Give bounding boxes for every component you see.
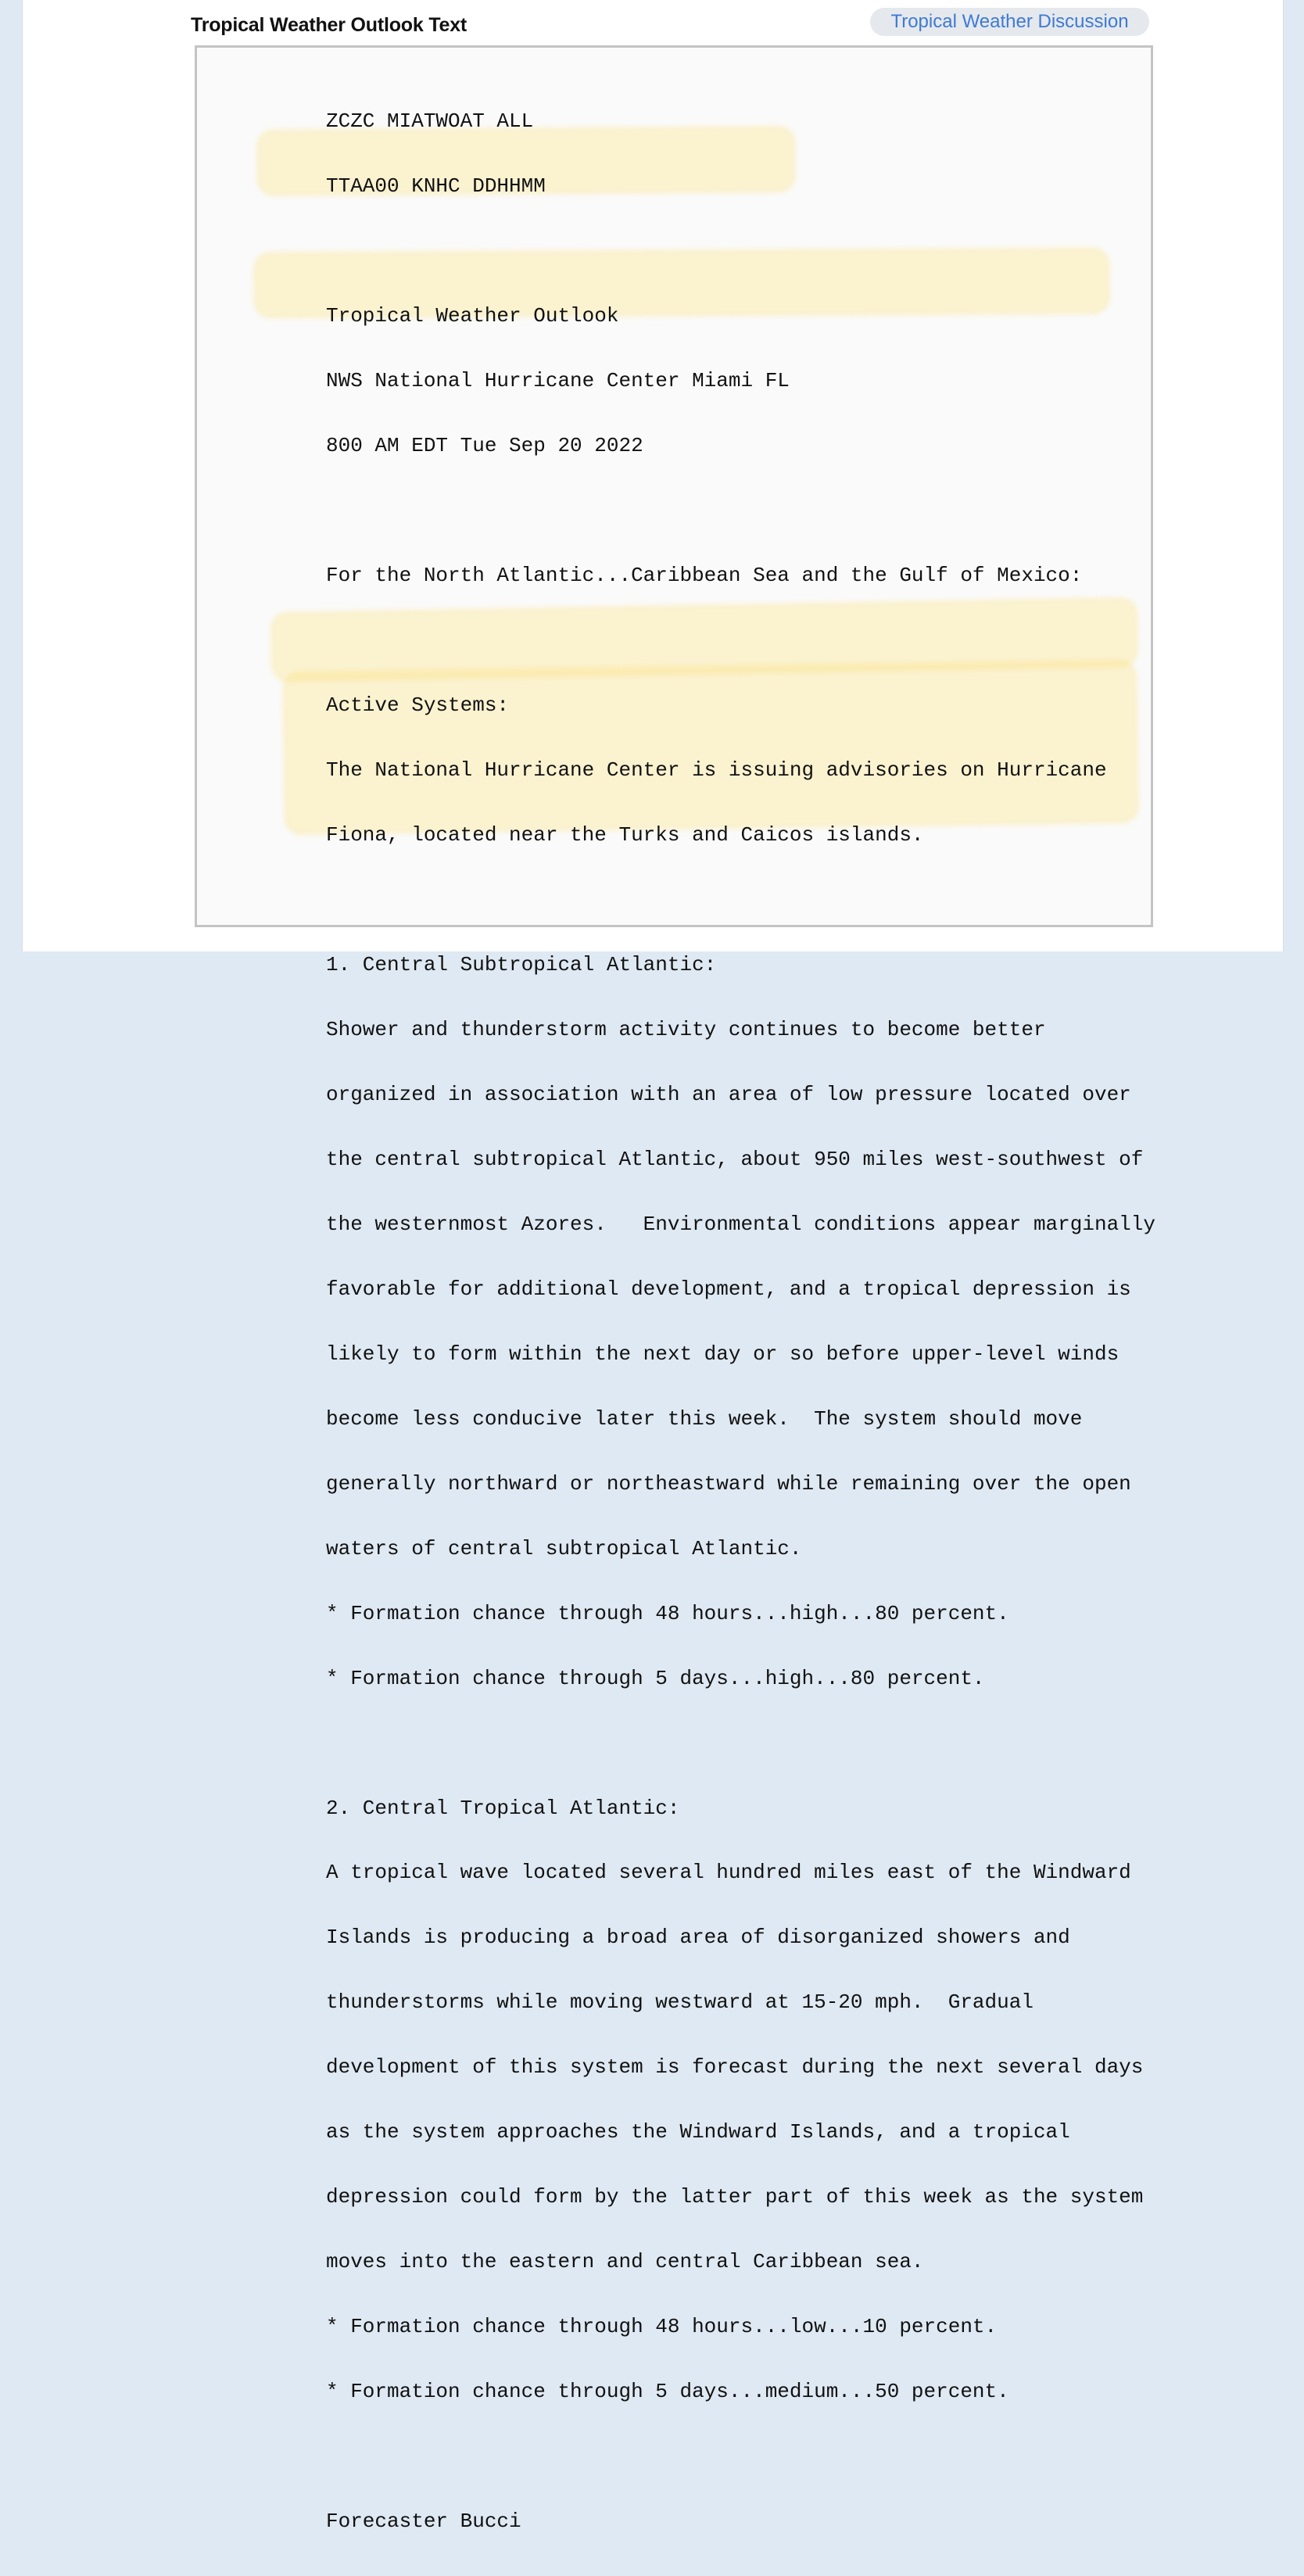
page-sheet — [22, 0, 1284, 2534]
blank-line — [326, 630, 1155, 652]
blank-line — [326, 241, 1155, 263]
blank-line — [326, 890, 1155, 912]
text-line: Fiona, located near the Turks and Caicos islands. — [326, 822, 924, 847]
header-line: ZCZC MIATWOAT ALL — [326, 109, 534, 134]
issue-time: 800 AM EDT Tue Sep 20 2022 — [326, 434, 643, 458]
formation-chance-48h: * Formation chance through 48 hours...low...10 percent. — [326, 2315, 998, 2339]
text-line: Shower and thunderstorm activity continues to become better — [326, 1017, 1046, 1041]
text-line: the central subtropical Atlantic, about 950 miles west-southwest of — [326, 1147, 1144, 1171]
text-line: as the system approaches the Windward Islands, and a tropical — [326, 2120, 1070, 2144]
text-line: A tropical wave located several hundred miles east of the Windward — [326, 1861, 1131, 1885]
text-line: waters of central subtropical Atlantic. — [326, 1536, 802, 1560]
active-systems-label: Active Systems: — [326, 693, 510, 718]
text-line: become less conducive later this week. The system should move — [326, 1406, 1083, 1431]
blank-line — [326, 500, 1155, 522]
text-line: generally northward or northeastward while remaining over the open — [326, 1471, 1131, 1496]
formation-chance-5d: * Formation chance through 5 days...medium...50 percent. — [326, 2380, 1009, 2404]
tropical-weather-discussion-link[interactable]: Tropical Weather Discussion — [870, 8, 1149, 36]
text-line: favorable for additional development, and a tropical depression is — [326, 1277, 1131, 1301]
blank-line — [326, 1733, 1155, 1755]
forecaster: Forecaster Bucci — [326, 2510, 521, 2534]
text-line: development of this system is forecast during the next several days — [326, 2055, 1144, 2080]
formation-chance-48h: * Formation chance through 48 hours...high...80 percent. — [326, 1601, 1009, 1625]
system-title: 2. Central Tropical Atlantic: — [326, 1796, 680, 1820]
text-line: likely to form within the next day or so before upper-level winds — [326, 1342, 1120, 1366]
text-line: The National Hurricane Center is issuing advisories on Hurricane — [326, 758, 1107, 782]
header-line: TTAA00 KNHC DDHHMM — [326, 174, 546, 199]
text-line: organized in association with an area of low pressure located over — [326, 1082, 1131, 1106]
text-line: depression could form by the latter part of this week as the system — [326, 2185, 1144, 2209]
formation-chance-5d: * Formation chance through 5 days...high...80 percent. — [326, 1666, 985, 1690]
text-line: Islands is producing a broad area of disorganized showers and — [326, 1926, 1070, 1950]
blank-line — [326, 2446, 1155, 2468]
outlook-text — [326, 68, 1155, 2576]
text-line: moves into the eastern and central Caribbean sea. — [326, 2250, 924, 2274]
text-line: thunderstorms while moving westward at 15-20 mph. Gradual — [326, 1990, 1034, 2015]
system-title: 1. Central Subtropical Atlantic: — [326, 952, 717, 976]
page-title: Tropical Weather Outlook Text — [191, 14, 468, 36]
issuing-office: NWS National Hurricane Center Miami FL — [326, 369, 790, 393]
outlook-text-box — [195, 45, 1155, 2534]
area-line: For the North Atlantic...Caribbean Sea and the Gulf of Mexico: — [326, 564, 1083, 588]
text-line: the westernmost Azores. Environmental conditions appear marginally — [326, 1212, 1155, 1236]
product-title: Tropical Weather Outlook — [326, 304, 619, 328]
